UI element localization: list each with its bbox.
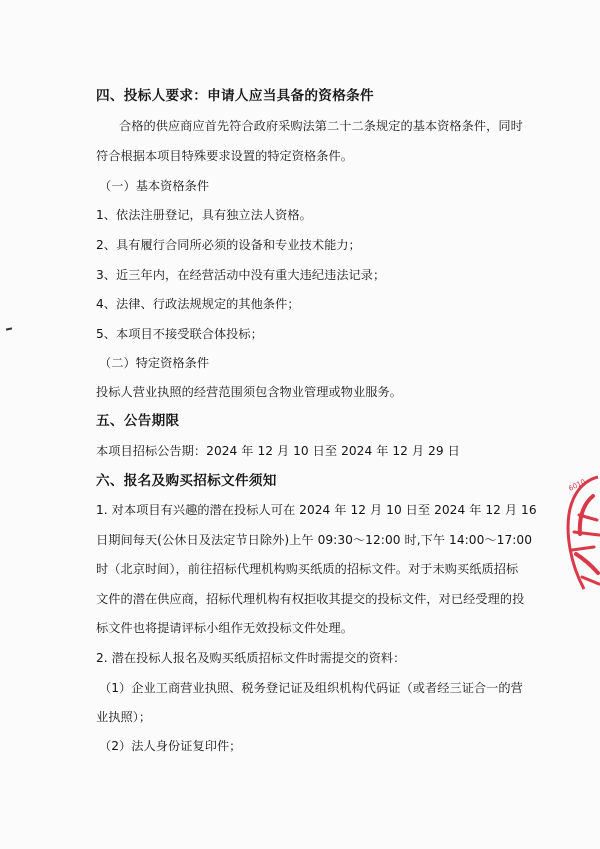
- announcement-period-text: 本项目招标公告期：2024 年 12 月 10 日至 2024 年 12 月 29 日: [96, 444, 460, 458]
- scan-artifact-mark: [6, 327, 12, 330]
- required-material-1-line-1: （1）企业工商营业执照、税务登记证及组织机构代码证（或者经三证合一的营: [99, 681, 523, 695]
- section-6-paragraph-1-line-1: 1. 对本项目有兴趣的潜在投标人可在 2024 年 12 月 10 日至 2024 年 12 月 16: [96, 503, 537, 517]
- qualification-item-2: 2、具有履行合同所必须的设备和专业技术能力；: [96, 238, 361, 252]
- section-4-heading: 四、投标人要求：申请人应当具备的资格条件: [96, 88, 374, 104]
- required-material-1-line-2: 业执照）；: [96, 710, 152, 724]
- svg-text:6010: 6010: [567, 477, 587, 493]
- special-qualification-title: （二）特定资格条件: [99, 356, 210, 370]
- qualification-item-4: 4、法律、行政法规规定的其他条件；: [96, 297, 300, 311]
- basic-qualification-title: （一）基本资格条件: [99, 179, 210, 193]
- section-6-paragraph-1-line-4: 文件的潜在供应商，招标代理机构有权拒收其提交的投标文件，对已经受理的投: [96, 592, 525, 606]
- section-6-paragraph-1-line-5: 标文件也将提请评标小组作无效投标文件处理。: [96, 621, 353, 635]
- special-qualification-text: 投标人营业执照的经营范围须包含物业管理或物业服务。: [96, 385, 402, 399]
- section-6-paragraph-1-line-2: 日期间每天(公休日及法定节日除外)上午 09:30～12:00 时,下午 14:00～17:00: [96, 533, 533, 547]
- section-5-heading: 五、公告期限: [96, 413, 180, 429]
- required-material-2: （2）法人身份证复印件；: [99, 739, 242, 753]
- section-6-paragraph-1-line-3: 时（北京时间），前往招标代理机构购买纸质的招标文件。对于未购买纸质招标: [96, 562, 519, 576]
- red-seal-stamp: [554, 472, 600, 598]
- section-4-paragraph-line-1: 合格的供应商应首先符合政府采购法第二十二条规定的基本资格条件，同时: [119, 119, 523, 133]
- qualification-item-1: 1、依法注册登记，具有独立法人资格。: [96, 208, 312, 222]
- section-6-heading: 六、报名及购买招标文件须知: [96, 473, 277, 489]
- section-6-paragraph-2: 2. 潜在投标人报名及购买纸质招标文件时需提交的资料：: [96, 651, 406, 665]
- qualification-item-3: 3、近三年内，在经营活动中没有重大违纪违法记录；: [96, 268, 386, 282]
- section-4-paragraph-line-2: 符合根据本项目特殊要求设置的特定资格条件。: [96, 149, 353, 163]
- qualification-item-5: 5、本项目不接受联合体投标；: [96, 327, 263, 341]
